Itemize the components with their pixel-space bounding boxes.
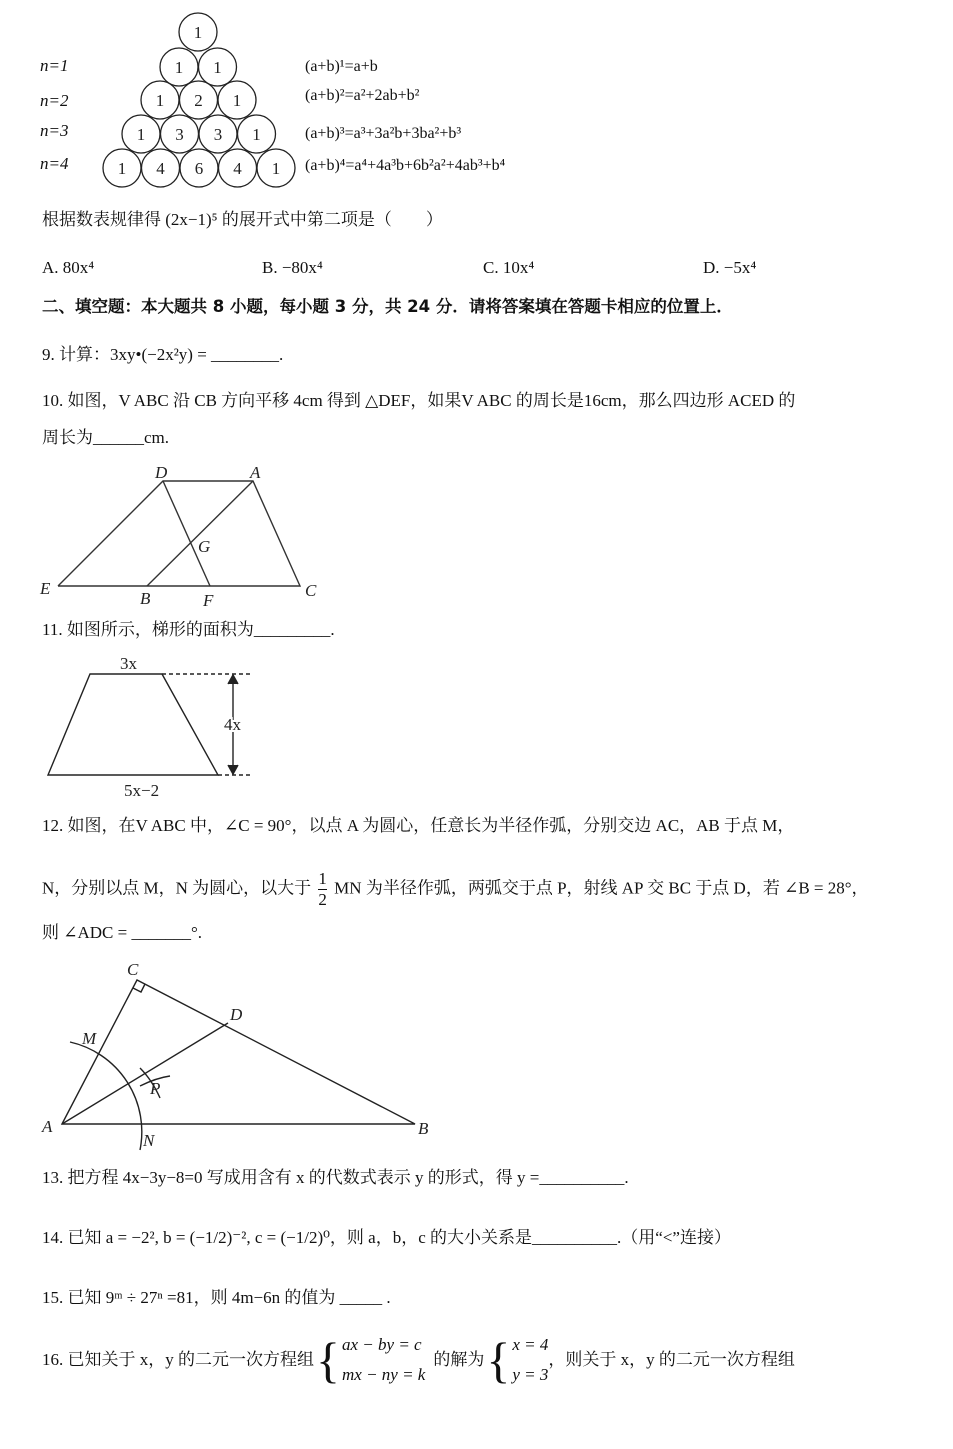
n-label: n=1: [40, 56, 69, 75]
pascal-number: 1: [252, 125, 261, 144]
segment-df: [163, 481, 210, 586]
pascal-number: 2: [194, 91, 203, 110]
label-A: A: [42, 1117, 53, 1136]
label-C: C: [305, 581, 317, 600]
pascal-number: 1: [136, 125, 146, 144]
translation-figure: [58, 481, 300, 586]
pascal-number: 4: [156, 159, 165, 178]
q13: 13. 把方程 4x−3y−8=0 写成用含有 x 的代数式表示 y 的形式，得 y =__________.: [42, 1168, 629, 1187]
pascal-number: 1: [174, 58, 184, 77]
pascal-number: 1: [117, 159, 127, 178]
q14: 14. 已知 a = −2², b = (−1/2)⁻², c = (−1/2)⁰，则 a，b，c 的大小关系是__________.（用“<”连接）: [42, 1228, 731, 1247]
label-C: C: [127, 960, 139, 979]
label-height: 4x: [224, 715, 241, 734]
pascal-number: 1: [271, 159, 281, 178]
n-label: n=4: [40, 154, 69, 173]
q12-line2a: N，分别以点 M，N 为圆心，以大于: [42, 878, 312, 898]
brace: {: [486, 1332, 511, 1388]
arc-mn: [70, 1042, 142, 1150]
label-B: B: [140, 589, 151, 608]
q16-text-a: 16. 已知关于 x，y 的二元一次方程组: [42, 1350, 314, 1369]
n-label: n=2: [40, 91, 69, 110]
label-B: B: [418, 1119, 429, 1138]
q16-text-b: 的解为: [433, 1350, 485, 1369]
segment-ab: [147, 481, 253, 586]
q8-option-c: C. 10x⁴: [483, 258, 535, 277]
system-1: ax − by = c mx − ny = k: [342, 1335, 426, 1384]
q10-line1: 10. 如图，V ABC 沿 CB 方向平移 4cm 得到 △DEF，如果V ABC 的周长是16cm，那么四边形 ACED 的: [42, 391, 796, 410]
label-G: G: [198, 537, 211, 556]
expansion-formula: (a+b)⁴=a⁴+4a³b+6b²a²+4ab³+b⁴: [305, 157, 506, 174]
pascal-number: 3: [175, 125, 184, 144]
label-N: N: [143, 1131, 155, 1150]
trapezoid-figure: [48, 674, 252, 775]
q8-option-a: A. 80x⁴: [42, 258, 95, 277]
label-P: P: [150, 1079, 161, 1098]
label-F: F: [203, 591, 214, 610]
label-bottom: 5x−2: [124, 781, 160, 800]
pascal-triangle: [103, 13, 295, 187]
pascal-number: 1: [193, 23, 203, 42]
expansion-formula: (a+b)³=a³+3a²b+3ba²+b³: [305, 125, 462, 142]
q12-line1: 12. 如图，在V ABC 中，∠C = 90°，以点 A 为圆心，任意长为半径作弧，分别交边 AC，AB 于点 M，: [42, 816, 795, 835]
section-heading: 二、填空题：本大题共 8 小题，每小题 3 分，共 24 分．请将答案填在答题卡相应的位置上．: [42, 297, 733, 316]
pascal-number: 6: [194, 159, 204, 178]
pascal-number: 3: [213, 125, 223, 144]
label-D: D: [155, 463, 168, 482]
q9: 9. 计算：3xy•(−2x²y) = ________.: [42, 345, 284, 364]
pascal-number: 1: [213, 58, 222, 77]
pascal-number: 1: [155, 91, 165, 110]
q8-stem: 根据数表规律得 (2x−1)⁵ 的展开式中第二项是（ ）: [42, 210, 443, 229]
fraction-half: [318, 869, 327, 910]
q12-line2: [42, 869, 869, 910]
expansion-formula: (a+b)²=a²+2ab+b²: [305, 87, 420, 104]
q15: 15. 已知 9ᵐ ÷ 27ⁿ =81，则 4m−6n 的值为 _____ .: [42, 1288, 391, 1307]
pascal-number: 4: [233, 159, 242, 178]
label-A: A: [250, 463, 261, 482]
label-top: 3x: [120, 654, 137, 673]
triangle-abc: [62, 980, 415, 1124]
denominator: 2: [318, 890, 327, 909]
label-D: D: [230, 1005, 243, 1024]
n-label: n=3: [40, 121, 69, 140]
q16-text-c: ，则关于 x，y 的二元一次方程组: [548, 1350, 795, 1369]
quadrilateral-aced: [58, 481, 300, 586]
q12-line2b: MN 为半径作弧，两弧交于点 P，射线 AP 交 BC 于点 D，若 ∠B = 28°，: [334, 878, 869, 898]
label-E: E: [40, 579, 51, 598]
brace: {: [316, 1332, 340, 1388]
q8-option-d: D. −5x⁴: [703, 258, 757, 277]
q8-option-b: B. −80x⁴: [262, 258, 323, 277]
system-2: x = 4 y = 3: [512, 1335, 549, 1384]
pascal-number: 1: [232, 91, 242, 110]
q12-line3: 则 ∠ADC = _______°.: [42, 923, 203, 942]
q11: 11. 如图所示，梯形的面积为_________.: [42, 620, 335, 639]
q16: [42, 1330, 795, 1390]
expansion-formula: (a+b)¹=a+b: [305, 58, 378, 75]
numerator: 1: [318, 869, 327, 888]
q10-line2: 周长为______cm.: [42, 428, 170, 447]
label-M: M: [82, 1029, 97, 1048]
trapezoid: [48, 674, 218, 775]
